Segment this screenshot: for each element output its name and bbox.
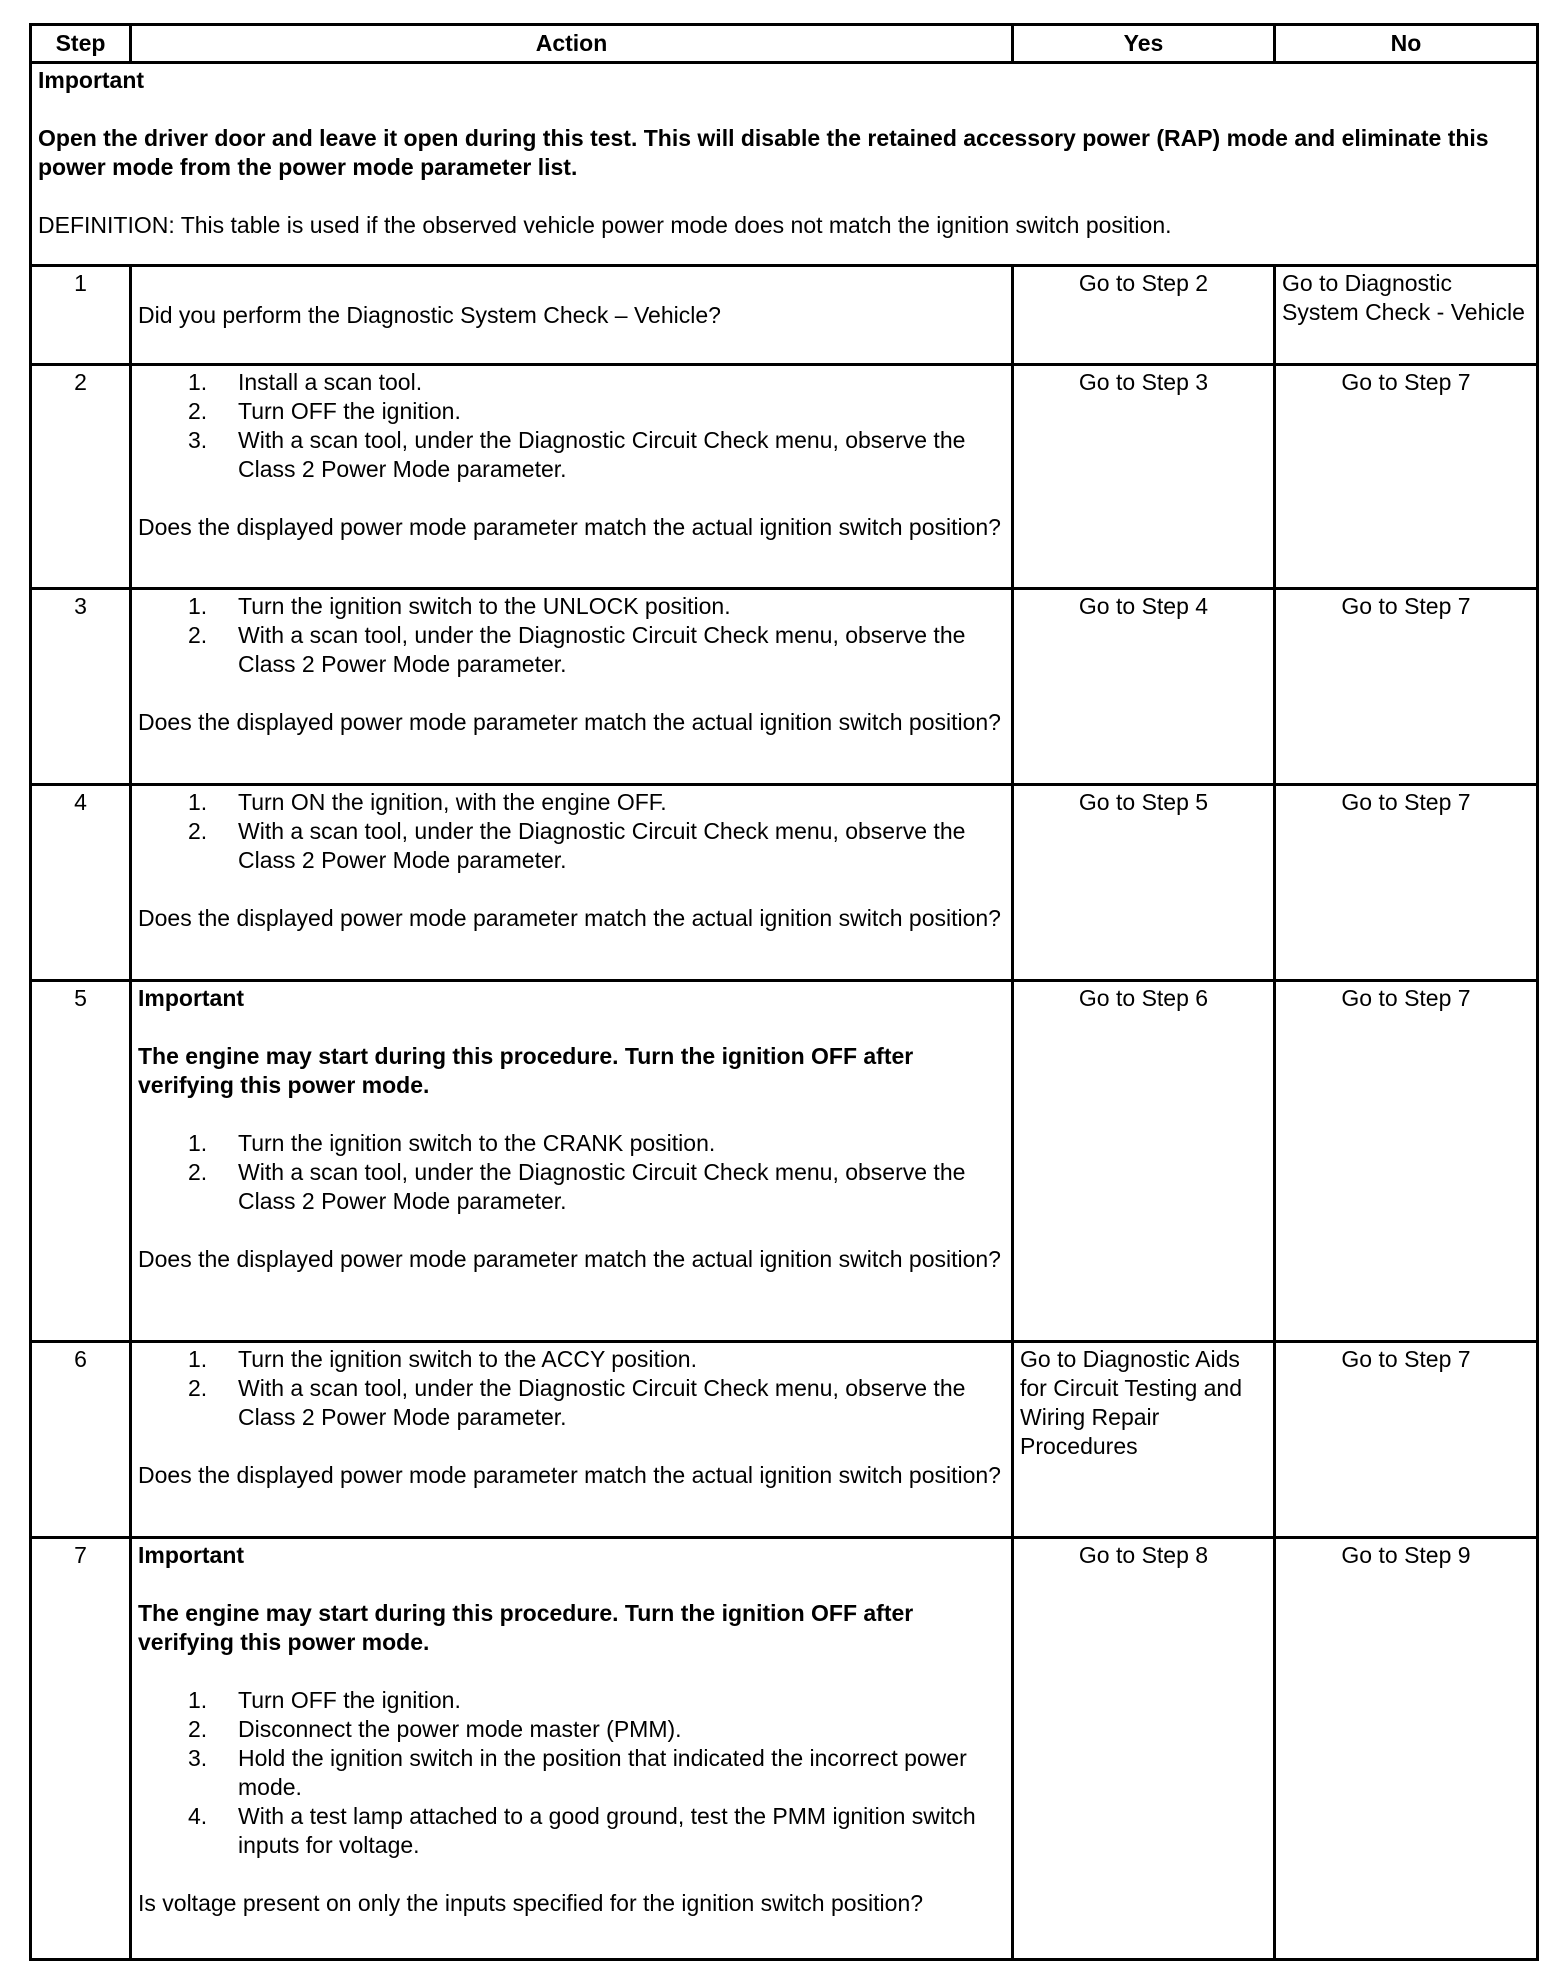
step-yes: Go to Diagnostic Aids for Circuit Testing and Wiring Repair Procedures	[1013, 1342, 1275, 1538]
step-instructions	[138, 1129, 1005, 1216]
list-item: 1. Install a scan tool.	[188, 369, 423, 395]
list-item: 1. Turn the ignition switch to the UNLOCK position.	[188, 593, 731, 619]
step-question: Does the displayed power mode parameter match the actual ignition switch position?	[138, 1462, 1001, 1488]
step-action	[131, 1342, 1013, 1538]
step-instructions	[138, 368, 1005, 484]
step-no: Go to Diagnostic System Check - Vehicle	[1275, 266, 1538, 365]
step-important-text: The engine may start during this procedure. Turn the ignition OFF after verifying this power mode.	[138, 1043, 914, 1098]
step-number: 4	[31, 785, 131, 981]
list-item: 1. Turn the ignition switch to the ACCY position.	[188, 1346, 697, 1372]
step-yes: Go to Step 3	[1013, 365, 1275, 589]
list-item: 1. Turn OFF the ignition.	[188, 1687, 461, 1713]
header-action: Action	[131, 25, 1013, 63]
header-step: Step	[31, 25, 131, 63]
list-item: 2. With a scan tool, under the Diagnostic Circuit Check menu, observe the Class 2 Power Mode parameter.	[188, 818, 966, 873]
step-instructions	[138, 592, 1005, 679]
intro-definition: DEFINITION: This table is used if the observed vehicle power mode does not match the ignition switch position.	[38, 212, 1172, 238]
step-row	[31, 785, 1538, 981]
step-row	[31, 981, 1538, 1342]
step-question: Did you perform the Diagnostic System Check – Vehicle?	[138, 301, 721, 328]
intro-row	[31, 63, 1538, 266]
step-no: Go to Step 9	[1275, 1538, 1538, 1960]
step-row	[31, 365, 1538, 589]
step-instructions	[138, 788, 1005, 875]
step-yes: Go to Step 5	[1013, 785, 1275, 981]
intro-important-text: Open the driver door and leave it open during this test. This will disable the retained accessory power (RAP) mode and eliminate this power mode from the power mode parameter list.	[38, 125, 1489, 180]
step-question: Does the displayed power mode parameter match the actual ignition switch position?	[138, 1246, 1001, 1272]
step-question: Does the displayed power mode parameter match the actual ignition switch position?	[138, 514, 1001, 540]
step-action	[131, 981, 1013, 1342]
step-action	[131, 589, 1013, 785]
step-number: 1	[31, 266, 131, 365]
list-item: 2. Turn OFF the ignition.	[188, 398, 461, 424]
step-yes: Go to Step 4	[1013, 589, 1275, 785]
step-row	[31, 1538, 1538, 1960]
step-yes: Go to Step 6	[1013, 981, 1275, 1342]
step-question: Is voltage present on only the inputs specified for the ignition switch position?	[138, 1890, 924, 1916]
step-number: 2	[31, 365, 131, 589]
step-row	[31, 266, 1538, 365]
step-question: Does the displayed power mode parameter match the actual ignition switch position?	[138, 905, 1001, 931]
step-action	[131, 1538, 1013, 1960]
step-important-label: Important	[138, 1542, 245, 1568]
header-yes: Yes	[1013, 25, 1275, 63]
diagnostic-table	[29, 23, 1539, 1961]
step-number: 6	[31, 1342, 131, 1538]
step-action	[131, 785, 1013, 981]
header-row	[31, 25, 1538, 63]
step-no: Go to Step 7	[1275, 589, 1538, 785]
list-item: 2. With a scan tool, under the Diagnostic Circuit Check menu, observe the Class 2 Power Mode parameter.	[188, 1375, 966, 1430]
step-no: Go to Step 7	[1275, 1342, 1538, 1538]
list-item: 1. Turn the ignition switch to the CRANK position.	[188, 1130, 716, 1156]
step-action	[131, 266, 1013, 365]
step-question: Does the displayed power mode parameter match the actual ignition switch position?	[138, 709, 1001, 735]
step-important-label: Important	[138, 985, 245, 1011]
step-row	[31, 1342, 1538, 1538]
list-item: 2. With a scan tool, under the Diagnostic Circuit Check menu, observe the Class 2 Power Mode parameter.	[188, 1159, 966, 1214]
step-instructions	[138, 1686, 1005, 1860]
step-row	[31, 589, 1538, 785]
step-number: 5	[31, 981, 131, 1342]
list-item: 1. Turn ON the ignition, with the engine OFF.	[188, 789, 667, 815]
list-item: 3. With a scan tool, under the Diagnostic Circuit Check menu, observe the Class 2 Power Mode parameter.	[188, 427, 966, 482]
step-no: Go to Step 7	[1275, 785, 1538, 981]
step-no: Go to Step 7	[1275, 981, 1538, 1342]
intro-cell	[31, 63, 1538, 266]
list-item: 3. Hold the ignition switch in the position that indicated the incorrect power mode.	[188, 1745, 967, 1800]
step-important-text: The engine may start during this procedure. Turn the ignition OFF after verifying this power mode.	[138, 1600, 914, 1655]
list-item: 2. With a scan tool, under the Diagnostic Circuit Check menu, observe the Class 2 Power Mode parameter.	[188, 622, 966, 677]
step-yes: Go to Step 8	[1013, 1538, 1275, 1960]
header-no: No	[1275, 25, 1538, 63]
step-number: 3	[31, 589, 131, 785]
list-item: 4. With a test lamp attached to a good ground, test the PMM ignition switch inputs for voltage.	[188, 1803, 976, 1858]
step-no: Go to Step 7	[1275, 365, 1538, 589]
step-number: 7	[31, 1538, 131, 1960]
step-action	[131, 365, 1013, 589]
intro-important-label: Important	[38, 67, 145, 93]
step-yes: Go to Step 2	[1013, 266, 1275, 365]
step-instructions	[138, 1345, 1005, 1432]
list-item: 2. Disconnect the power mode master (PMM).	[188, 1716, 682, 1742]
